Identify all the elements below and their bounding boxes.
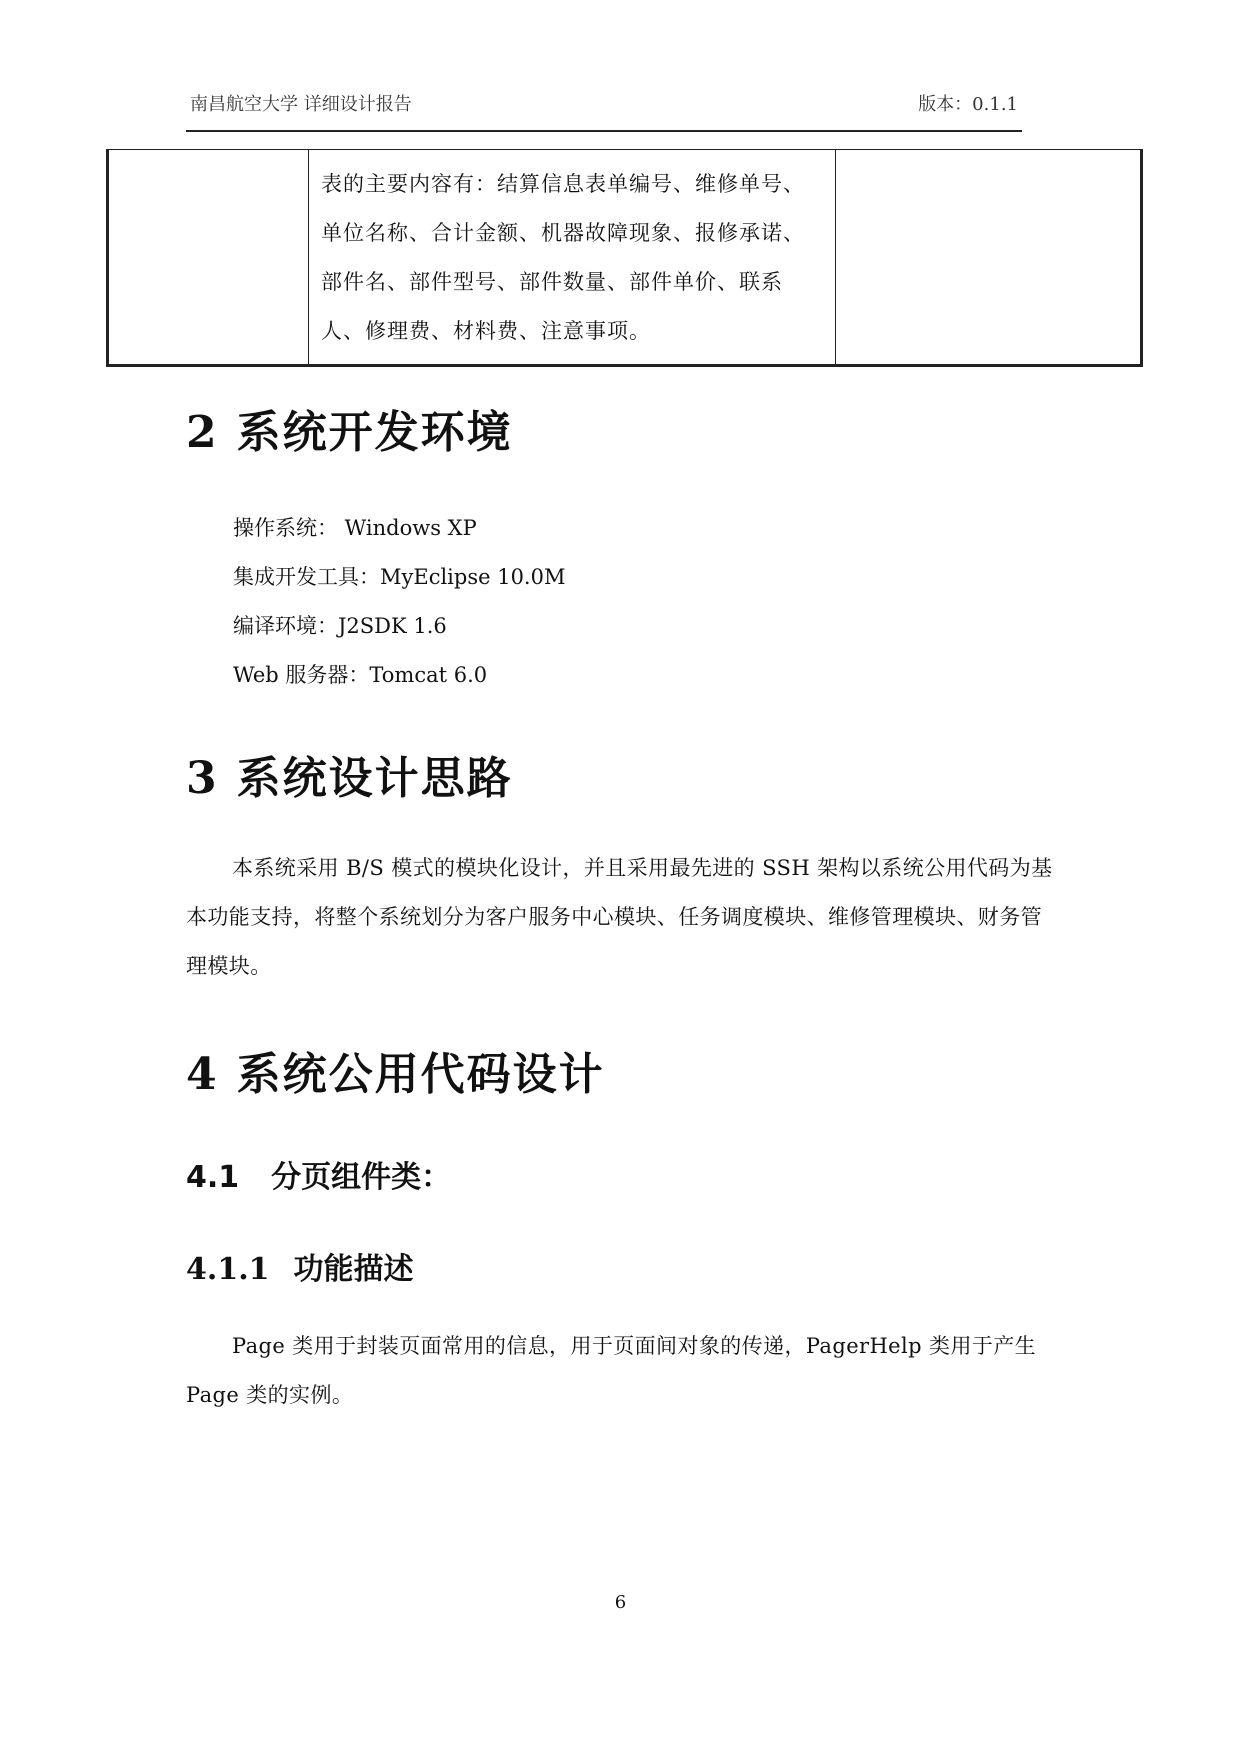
table-cell-empty-right [836, 150, 1142, 366]
section-number: 4 [186, 1049, 219, 1100]
section-title: 系统公用代码设计 [236, 1049, 605, 1100]
page-number: 6 [614, 1592, 627, 1613]
list-item: Web 服务器：Tomcat 6.0 [233, 663, 488, 687]
list-item: 操作系统： Windows XP [233, 516, 477, 540]
section-title: 系统设计思路 [236, 753, 513, 804]
section-number: 2 [186, 407, 219, 458]
section-4-1-1-paragraph: Page 类用于封装页面常用的信息，用于页面间对象的传递，PagerHelp 类用于产生 Page 类的实例。 [186, 1334, 1037, 1407]
subsection-title: 功能描述 [293, 1252, 414, 1287]
section-heading-2 [186, 396, 513, 460]
section-3-paragraph: 本系统采用 B/S 模式的模块化设计，并且采用最先进的 SSH 架构以系统公用代码为基本功能支持，将整个系统划分为客户服务中心模块、任务调度模块、维修管理模块、财务管理模块。 [186, 856, 1053, 978]
spec-table [106, 149, 1143, 367]
subsection-number: 4.1 [186, 1160, 240, 1195]
table-cell-content [309, 150, 836, 366]
table-content-text: 表的主要内容有：结算信息表单编号、维修单号、单位名称、合计金额、机器故障现象、报修承诺、部件名、部件型号、部件数量、部件单价、联系人、修理费、材料费、注意事项。 [321, 172, 805, 343]
subsection-heading-4-1 [186, 1152, 451, 1196]
section-heading-4 [186, 1038, 605, 1102]
table-cell-empty-left [108, 150, 309, 366]
list-item: 编译环境：J2SDK 1.6 [233, 614, 447, 638]
table-row [108, 150, 1142, 366]
page-header [186, 84, 1022, 132]
section-number: 3 [186, 753, 219, 804]
subsection-number: 4.1.1 [186, 1252, 270, 1287]
subsection-title: 分页组件类： [271, 1160, 452, 1195]
environment-list [233, 504, 565, 700]
subsection-heading-4-1-1 [186, 1244, 414, 1288]
list-item: 集成开发工具：MyEclipse 10.0M [233, 565, 566, 589]
header-version: 版本：0.1.1 [918, 94, 1018, 115]
header-title: 南昌航空大学 详细设计报告 [190, 94, 412, 115]
section-title: 系统开发环境 [236, 407, 513, 458]
section-heading-3 [186, 742, 513, 806]
